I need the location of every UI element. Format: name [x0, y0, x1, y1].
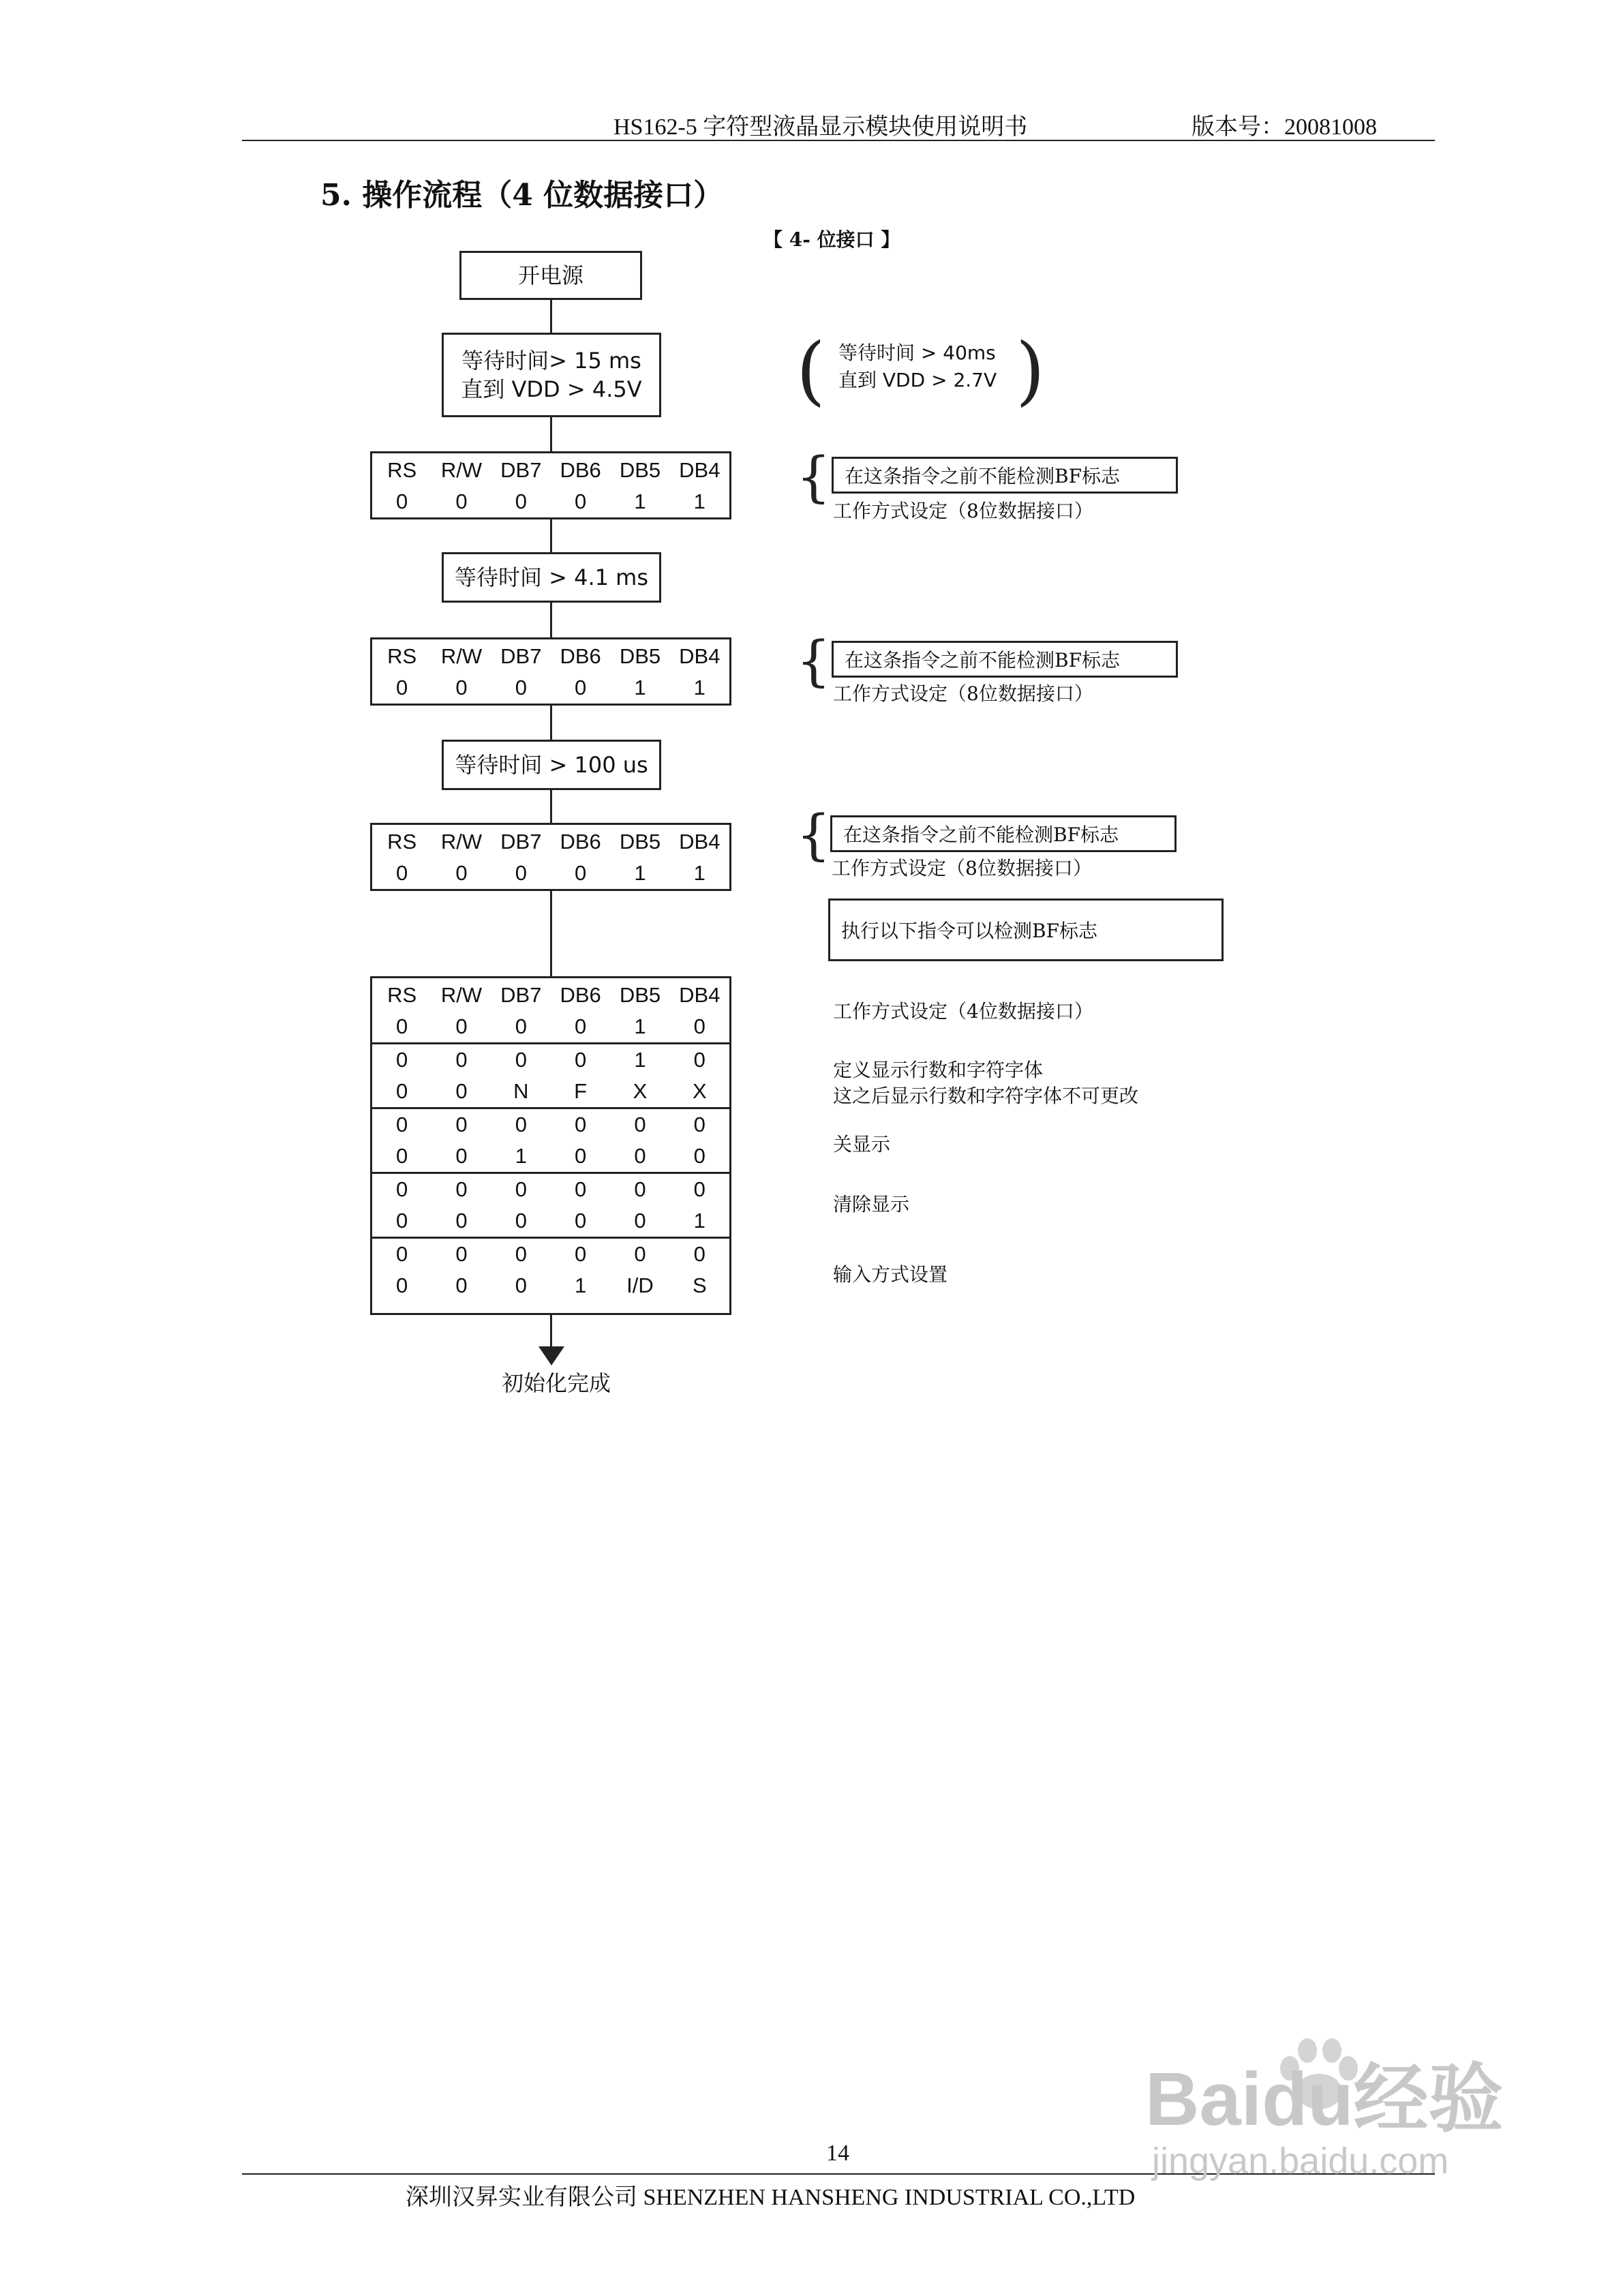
mode-8bit-note: 工作方式设定（8位数据接口）: [833, 500, 1093, 522]
cell: 0: [575, 1144, 587, 1168]
header-rw: R/W: [440, 830, 483, 854]
cell: 0: [396, 1209, 408, 1233]
cell: 0: [575, 1242, 587, 1266]
connector: [550, 1314, 552, 1351]
wait-15ms-box: [442, 333, 661, 417]
cell: 0: [634, 1209, 646, 1233]
cell: 0: [455, 1014, 468, 1038]
header-rw: R/W: [440, 458, 483, 482]
header-db5: DB5: [619, 983, 661, 1007]
cell: 1: [515, 1144, 527, 1168]
table-header-row: [372, 455, 729, 486]
table-row: [372, 1205, 729, 1237]
header-rs: RS: [387, 983, 417, 1007]
page-number: 14: [826, 2141, 849, 2166]
header-db4: DB4: [679, 644, 721, 668]
header-db5: DB5: [619, 644, 661, 668]
header-db4: DB4: [679, 830, 721, 854]
left-paren-icon: (: [796, 327, 825, 414]
cell: 0: [515, 1209, 527, 1233]
header-rw: R/W: [440, 983, 483, 1007]
table-header-row: [372, 641, 729, 672]
table-row: [372, 1011, 729, 1042]
cell: 1: [634, 676, 646, 699]
table-row: [372, 1109, 729, 1141]
cell: F: [574, 1079, 588, 1103]
cell: 0: [693, 1113, 706, 1136]
cell: N: [513, 1079, 529, 1103]
cell: 0: [693, 1144, 706, 1168]
init-command-table: [370, 976, 731, 1315]
cell: 1: [693, 1209, 706, 1233]
alt-wait-note: [838, 339, 997, 394]
define-note-line1: 定义显示行数和字符字体: [833, 1059, 1044, 1081]
header-db6: DB6: [560, 458, 601, 482]
header-db6: DB6: [560, 830, 601, 854]
cell: 0: [396, 1242, 408, 1266]
display-off-group: [372, 1107, 729, 1172]
cell: 0: [396, 1144, 408, 1168]
mode-8bit-note: 工作方式设定（8位数据接口）: [833, 682, 1093, 705]
cell: 0: [515, 1273, 527, 1297]
connector: [550, 416, 552, 451]
entry-mode-note: 输入方式设置: [833, 1263, 948, 1286]
table-row: [372, 1076, 729, 1107]
cell: 0: [396, 1177, 408, 1201]
cell: 1: [575, 1273, 587, 1297]
clear-display-group: [372, 1172, 729, 1237]
define-note-line2: 这之后显示行数和字符字体不可更改: [833, 1085, 1139, 1107]
connector: [550, 789, 552, 823]
can-check-bf-note: 执行以下指令可以检测BF标志: [828, 898, 1224, 961]
cell: 0: [455, 489, 468, 513]
cell: 0: [634, 1177, 646, 1201]
brace-icon: {: [796, 445, 831, 509]
interface-label: 【 4- 位接口 】: [763, 228, 900, 251]
cell: 1: [634, 861, 646, 885]
cell: 0: [515, 676, 527, 699]
wait-4ms-label: 等待时间 > 4.1 ms: [454, 564, 649, 590]
watermark-brand: Baidu经验: [1145, 2057, 1504, 2141]
section-title: 5. 操作流程（4 位数据接口）: [320, 178, 724, 213]
cell: 0: [396, 1048, 408, 1072]
cell: 1: [634, 1048, 646, 1072]
arrow-down-icon: [539, 1346, 564, 1365]
table-header-row: [372, 980, 729, 1011]
function-set-group: [372, 1042, 729, 1107]
wait-100us-box: [442, 740, 661, 790]
entry-mode-group: [372, 1237, 729, 1301]
mode-4bit-note: 工作方式设定（4位数据接口）: [833, 1000, 1093, 1023]
watermark-url: jingyan.baidu.com: [1152, 2141, 1449, 2181]
document-title: HS162-5 字符型液晶显示模块使用说明书: [613, 115, 1028, 140]
cell: 0: [575, 861, 587, 885]
cell: 0: [455, 676, 468, 699]
table-row: [372, 672, 729, 704]
header-db5: DB5: [619, 458, 661, 482]
cell: 0: [455, 1079, 468, 1103]
init-complete-label: 初始化完成: [502, 1370, 611, 1396]
cell: 0: [396, 1079, 408, 1103]
header-db6: DB6: [560, 983, 601, 1007]
cell: S: [692, 1273, 707, 1297]
header-rs: RS: [387, 458, 417, 482]
header-db4: DB4: [679, 983, 721, 1007]
header-db6: DB6: [560, 644, 601, 668]
cell: 0: [634, 1242, 646, 1266]
cell: 0: [515, 1242, 527, 1266]
wait-15ms-line1: 等待时间> 15 ms: [461, 348, 641, 374]
cell: 0: [693, 1242, 706, 1266]
table-row: [372, 486, 729, 517]
header-db7: DB7: [500, 830, 542, 854]
cell: 0: [455, 1144, 468, 1168]
cell: 0: [515, 489, 527, 513]
wait-15ms-line2: 直到 VDD > 4.5V: [461, 376, 642, 402]
cell: 0: [455, 861, 468, 885]
header-rs: RS: [387, 830, 417, 854]
cell: 0: [455, 1177, 468, 1201]
power-on-box: [459, 251, 642, 300]
display-off-note: 关显示: [833, 1133, 891, 1155]
cell: 0: [396, 1273, 408, 1297]
no-bf-check-note: 在这条指令之前不能检测BF标志: [830, 815, 1177, 852]
cell: 0: [455, 1209, 468, 1233]
cell: 1: [693, 489, 706, 513]
cell: I/D: [626, 1273, 654, 1297]
table-row: [372, 858, 729, 889]
cell: 0: [693, 1014, 706, 1038]
cell: 1: [693, 676, 706, 699]
cell: 0: [396, 1113, 408, 1136]
table-row: [372, 1141, 729, 1172]
version-number: 版本号：20081008: [1192, 115, 1377, 140]
cell: 0: [693, 1177, 706, 1201]
header-rs: RS: [387, 644, 417, 668]
cell: 0: [575, 1177, 587, 1201]
cell: 0: [515, 1014, 527, 1038]
alt-wait-line2: 直到 VDD > 2.7V: [838, 369, 997, 391]
connector: [550, 891, 552, 976]
cell: 0: [396, 489, 408, 513]
command-table-2: [370, 637, 731, 706]
cell: 0: [455, 1273, 468, 1297]
header-db4: DB4: [679, 458, 721, 482]
no-bf-check-note: 在这条指令之前不能检测BF标志: [832, 641, 1178, 678]
header-db7: DB7: [500, 644, 542, 668]
alt-wait-line1: 等待时间 > 40ms: [838, 342, 996, 364]
table-header-row: [372, 826, 729, 858]
cell: X: [633, 1079, 648, 1103]
cell: 0: [575, 1048, 587, 1072]
cell: 0: [396, 1014, 408, 1038]
cell: 0: [396, 676, 408, 699]
cell: 0: [575, 1209, 587, 1233]
brace-icon: {: [796, 803, 831, 866]
header-db7: DB7: [500, 983, 542, 1007]
header-rw: R/W: [440, 644, 483, 668]
cell: 0: [455, 1113, 468, 1136]
cell: 0: [575, 676, 587, 699]
connector: [550, 519, 552, 552]
connector: [550, 299, 552, 333]
cell: 0: [575, 1113, 587, 1136]
cell: 0: [396, 861, 408, 885]
connector: [550, 706, 552, 740]
command-table-1: [370, 451, 731, 519]
brace-icon: {: [796, 629, 831, 693]
header-db5: DB5: [619, 830, 661, 854]
clear-display-note: 清除显示: [833, 1193, 910, 1215]
cell: 0: [693, 1048, 706, 1072]
header-rule: [242, 140, 1435, 141]
table-row: [372, 1270, 729, 1301]
cell: 0: [515, 861, 527, 885]
cell: 0: [575, 1014, 587, 1038]
cell: 0: [634, 1113, 646, 1136]
cell: 0: [515, 1177, 527, 1201]
command-table-3: [370, 823, 731, 891]
cell: 0: [455, 1242, 468, 1266]
cell: 0: [455, 1048, 468, 1072]
table-row: [372, 1174, 729, 1205]
cell: X: [692, 1079, 707, 1103]
cell: 1: [634, 1014, 646, 1038]
right-paren-icon: ): [1016, 327, 1045, 414]
cell: 0: [515, 1048, 527, 1072]
header-db7: DB7: [500, 458, 542, 482]
connector: [550, 601, 552, 637]
watermark: [1145, 2059, 1504, 2181]
wait-100us-label: 等待时间 > 100 us: [455, 752, 648, 778]
power-on-label: 开电源: [517, 262, 583, 288]
cell: 1: [693, 861, 706, 885]
table-row: [372, 1044, 729, 1076]
mode-8bit-note: 工作方式设定（8位数据接口）: [832, 857, 1092, 879]
company-name: 深圳汉昇实业有限公司 SHENZHEN HANSHENG INDUSTRIAL CO.,LTD: [406, 2185, 1136, 2210]
cell: 0: [515, 1113, 527, 1136]
cell: 0: [575, 489, 587, 513]
no-bf-check-note: 在这条指令之前不能检测BF标志: [832, 457, 1178, 494]
cell: 1: [634, 489, 646, 513]
table-row: [372, 1239, 729, 1270]
cell: 0: [634, 1144, 646, 1168]
wait-4ms-box: [442, 552, 661, 603]
